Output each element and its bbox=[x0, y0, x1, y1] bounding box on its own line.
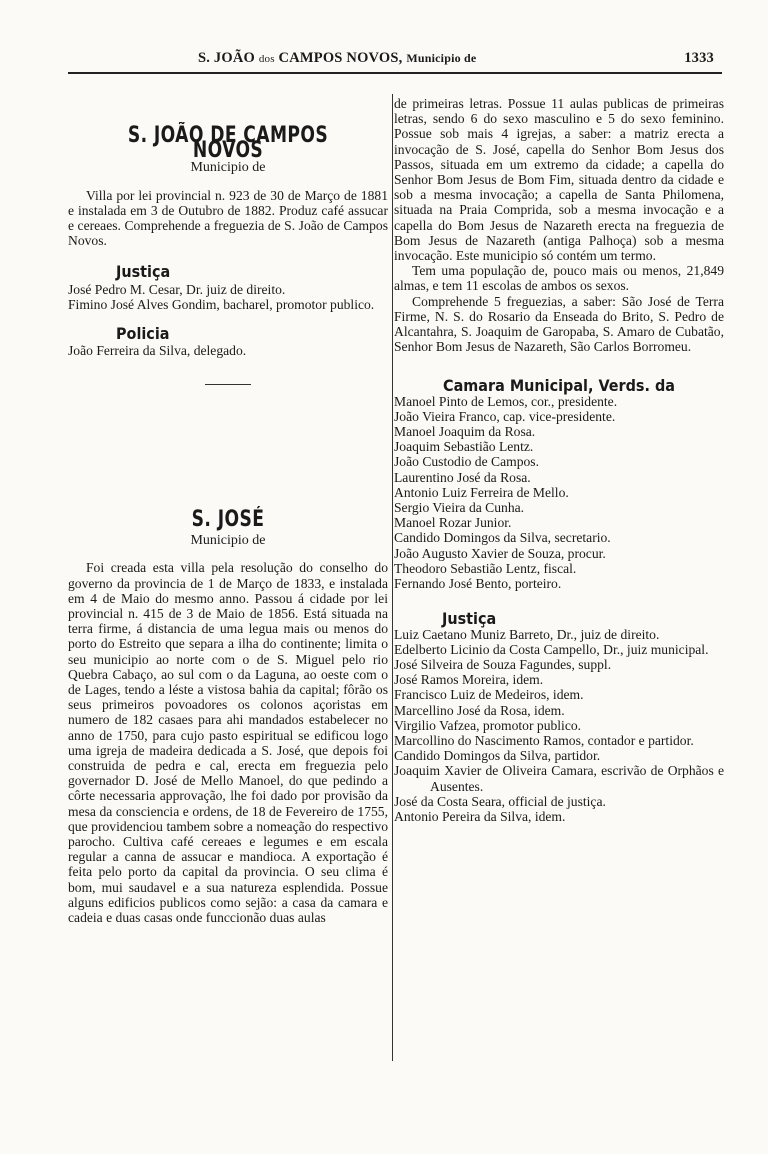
justica-heading: Justiça bbox=[442, 609, 497, 629]
justica-entry: José Pedro M. Cesar, Dr. juiz de direito. bbox=[68, 281, 286, 297]
section-sao-jose bbox=[68, 507, 388, 926]
camara-entry: Sergio Vieira da Cunha. bbox=[394, 500, 525, 516]
justica-entry: Antonio Pereira da Silva, idem. bbox=[394, 808, 566, 824]
header-title-part: dos bbox=[258, 53, 275, 65]
freguezias-paragraph: Comprehende 5 freguezias, a saber: São José de Terra Firme, N. S. do Rosario da Enseada do Brito, S. Pedro de Alcantahra, S. Joaquim de Garopaba, S. Amaro de Cubatão, Senhor Bom Jesus de Nazareth, São Carlos Borromeu. bbox=[394, 293, 724, 355]
justica-entry: Virgilio Vafzea, promotor publico. bbox=[394, 717, 582, 733]
camara-list bbox=[394, 394, 724, 592]
section-title: S. JOÃO DE CAMPOS NOVOS bbox=[127, 123, 329, 164]
separator-line bbox=[205, 384, 251, 385]
justica-entry: Candido Domingos da Silva, partidor. bbox=[394, 748, 601, 764]
section-campos-novos bbox=[68, 123, 388, 385]
justica-entry: José da Costa Seara, official de justiça. bbox=[394, 793, 606, 809]
section-subtitle: Municipio de bbox=[190, 160, 266, 176]
camara-entry: João Vieira Franco, cap. vice-presidente. bbox=[394, 408, 616, 424]
policia-heading: Policia bbox=[116, 324, 170, 344]
justica-entry: Francisco Luiz de Medeiros, idem. bbox=[394, 687, 584, 703]
section-title: S. JOSÉ bbox=[191, 507, 265, 532]
justica-entry: Marcollino do Nascimento Ramos, contador e partidor. bbox=[394, 732, 694, 748]
running-header bbox=[68, 44, 718, 74]
camara-entry: João Augusto Xavier de Souza, procur. bbox=[394, 545, 606, 561]
section-paragraph: Villa por lei provincial n. 923 de 30 de Março de 1881 e instalada em 3 de Outubro de 1882. Produz café assucar e cereaes. Comprehende a freguezia de S. João de Campos Novos. bbox=[68, 187, 388, 249]
camara-heading: Camara Municipal, Verds. da bbox=[443, 376, 675, 396]
continuation-paragraph: de primeiras letras. Possue 11 aulas publicas de primeiras letras, sendo 6 do sexo masculino e 5 do sexo feminino. Possue sob mais 4 igrejas, a saber: a matriz erecta a invocação de S. José, capella do Senhor Bom Jesus dos Passos, situada em um extremo da cidade; a capella do Senhor Bom Jesus de Bom Fim, situada dentro da cidade e sob a mesma invocação; a capella de Santa Philomena, situada na Praia Comprida, sob a mesma invocação e a capella do Bom Jesus de Nazareth erecta na freguezia de Bom Jesus de Nazareth (antiga Palhoça) sob a mesma invocação. Este municipio só contém um termo. bbox=[394, 96, 724, 264]
camara-entry: João Custodio de Campos. bbox=[394, 454, 539, 470]
header-title bbox=[198, 50, 476, 67]
section-paragraph: Foi creada esta villa pela resolução do conselho do governo da provincia de 1 de Março de 1833, e instalada em 4 de Maio do mesmo anno. Passou á cidade por lei provincial n. 415 de 3 de Maio de 1856. Está situada na terra firme, á distancia de uma legua mais ou menos do porto do Estreito que separa a ilha do continente; limita o seu municipio ao norte com o de S. Miguel pelo rio Quebra Cabaço, ao sul com o da Laguna, ao oeste com o de Lages, tendo a léste a vistosa bahia da capital; fôrão os seus primeiros povoadores os colonos açoristas em numero de 182 casaes para ahi mandados estabelecer no anno de 1750, para cujo pasto espiritual se edificou logo uma igreja de madeira dedicada a S. José, que depois foi construida de pedra e cal, erecta em freguezia pelo governador D. José de Mello Manoel, do que pedindo a côrte necessaria approvação, lhe foi dado por provisão da mesa da consciencia e ordens, de 18 de Fevereiro de 1755, que providenciou tambem sobre a nomeação do respectivo parocho. Cultiva café cereaes e legumes e em escala regular a canna de assucar e mandioca. A exportação é feita pelo porto da capital da provincia. O seu clima é bom, mui saudavel e a sua natureza esplendida. Possue alguns edificios publicos como sejão: a casa da camara e cadeia e duas casas onde funccionão duas aulas bbox=[68, 560, 388, 926]
section-subtitle: Municipio de bbox=[190, 533, 266, 549]
justica-entry: Joaquim Xavier de Oliveira Camara, escrivão de Orphãos e Ausentes. bbox=[394, 763, 724, 794]
population-paragraph: Tem uma população de, pouco mais ou menos, 21,849 almas, e tem 11 escolas de ambos os sexos. bbox=[394, 263, 724, 294]
header-rule bbox=[68, 72, 722, 74]
column-divider bbox=[392, 94, 393, 1061]
camara-entry: Theodoro Sebastião Lentz, fiscal. bbox=[394, 560, 577, 576]
header-title-part: Municipio de bbox=[406, 51, 477, 65]
camara-entry: Candido Domingos da Silva, secretario. bbox=[394, 530, 611, 546]
camara-entry: Antonio Luiz Ferreira de Mello. bbox=[394, 484, 569, 500]
camara-entry: Manoel Rozar Junior. bbox=[394, 515, 512, 531]
justica-entry: José Silveira de Souza Fagundes, suppl. bbox=[394, 656, 612, 672]
header-title-part: CAMPOS NOVOS, bbox=[278, 50, 403, 66]
header-title-part: S. JOÃO bbox=[198, 50, 255, 66]
right-column bbox=[394, 96, 724, 824]
camara-entry: Manoel Pinto de Lemos, cor., presidente. bbox=[394, 393, 618, 409]
justica-entry: Edelberto Licinio da Costa Campello, Dr., juiz municipal. bbox=[394, 641, 709, 657]
page-number: 1333 bbox=[684, 50, 714, 66]
policia-entry: João Ferreira da Silva, delegado. bbox=[68, 343, 247, 359]
justica-heading: Justiça bbox=[116, 262, 171, 282]
justica-entry: Fimino José Alves Gondim, bacharel, promotor publico. bbox=[68, 296, 375, 312]
camara-entry: Laurentino José da Rosa. bbox=[394, 469, 531, 485]
camara-entry: Fernando José Bento, porteiro. bbox=[394, 576, 562, 592]
justica-entry: Luiz Caetano Muniz Barreto, Dr., juiz de direito. bbox=[394, 626, 660, 642]
camara-entry: Joaquim Sebastião Lentz. bbox=[394, 439, 534, 455]
justica-entry: Marcellino José da Rosa, idem. bbox=[394, 702, 565, 718]
camara-entry: Manoel Joaquim da Rosa. bbox=[394, 424, 536, 440]
justica-list bbox=[394, 627, 724, 825]
justica-entry: José Ramos Moreira, idem. bbox=[394, 672, 544, 688]
